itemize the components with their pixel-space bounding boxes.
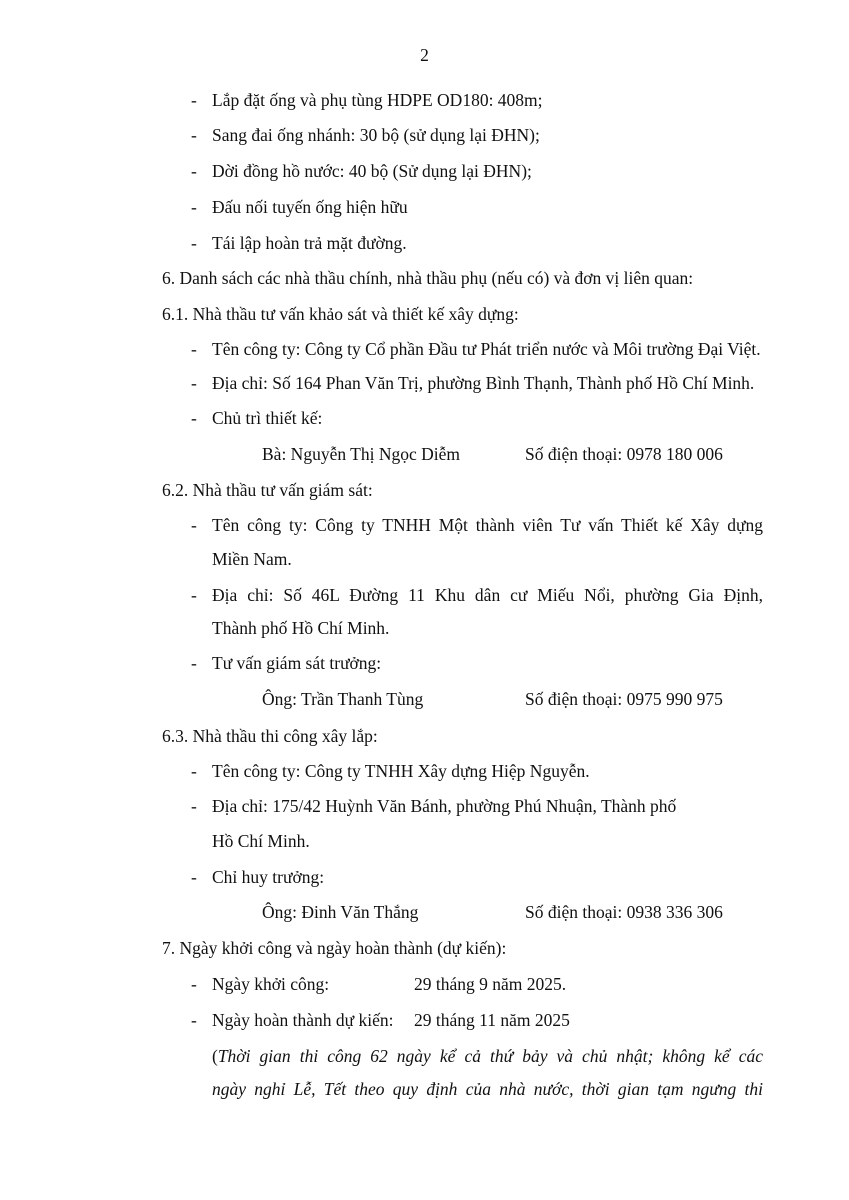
schedule-note-line-1 <box>212 1045 763 1067</box>
bullet-dash: - <box>191 90 197 110</box>
bullet-dash: - <box>191 1010 197 1030</box>
contact-person: Bà: Nguyễn Thị Ngọc Diễm <box>262 444 460 464</box>
bullet-dash: - <box>191 515 197 535</box>
bullet-dash: - <box>191 867 197 887</box>
bullet-dash: - <box>191 161 197 181</box>
company-address: Địa chỉ: 175/42 Huỳnh Văn Bánh, phường Phú Nhuận, Thành phố <box>212 796 677 816</box>
role-label: Chỉ huy trưởng: <box>212 867 325 887</box>
bullet-dash: - <box>191 585 197 605</box>
contact-phone: Số điện thoại: 0975 990 975 <box>525 689 723 709</box>
section-7-heading: 7. Ngày khởi công và ngày hoàn thành (dự kiến): <box>162 938 507 958</box>
contact-phone: Số điện thoại: 0938 336 306 <box>525 902 723 922</box>
role-label: Tư vấn giám sát trưởng: <box>212 653 382 673</box>
bullet-dash: - <box>191 653 197 673</box>
bullet-dash: - <box>191 233 197 253</box>
end-date-value: 29 tháng 11 năm 2025 <box>414 1010 570 1030</box>
contact-person: Ông: Trần Thanh Tùng <box>262 689 424 709</box>
list-item-text: Tái lập hoàn trả mặt đường. <box>212 233 407 253</box>
list-item-text: Dời đồng hồ nước: 40 bộ (Sử dụng lại ĐHN); <box>212 161 532 181</box>
note-open-paren: ( <box>212 1046 218 1066</box>
bullet-dash: - <box>191 125 197 145</box>
bullet-dash: - <box>191 974 197 994</box>
bullet-dash: - <box>191 408 197 428</box>
section-6-2-heading: 6.2. Nhà thầu tư vấn giám sát: <box>162 480 373 500</box>
contact-person: Ông: Đinh Văn Thắng <box>262 902 419 922</box>
page-number: 2 <box>420 45 429 65</box>
section-6-3-heading: 6.3. Nhà thầu thi công xây lắp: <box>162 726 378 746</box>
schedule-note-line-2: ngày nghỉ Lễ, Tết theo quy định của nhà nước, thời gian tạm ngưng thi <box>212 1079 763 1099</box>
company-address: Địa chỉ: Số 164 Phan Văn Trị, phường Bình Thạnh, Thành phố Hồ Chí Minh. <box>212 373 755 393</box>
company-name-continued: Miền Nam. <box>212 549 292 569</box>
start-date-label: Ngày khởi công: <box>212 974 330 994</box>
list-item-text: Đấu nối tuyến ống hiện hữu <box>212 197 408 217</box>
contact-phone: Số điện thoại: 0978 180 006 <box>525 444 723 464</box>
bullet-dash: - <box>191 761 197 781</box>
list-item-text: Lắp đặt ống và phụ tùng HDPE OD180: 408m; <box>212 90 543 110</box>
company-address: Địa chỉ: Số 46L Đường 11 Khu dân cư Miếu Nổi, phường Gia Định, <box>212 585 763 605</box>
role-label: Chủ trì thiết kế: <box>212 408 323 428</box>
list-item-text: Sang đai ống nhánh: 30 bộ (sử dụng lại ĐHN); <box>212 125 540 145</box>
company-name: Tên công ty: Công ty Cổ phần Đầu tư Phát triển nước và Môi trường Đại Việt. <box>212 339 761 359</box>
section-6-1-heading: 6.1. Nhà thầu tư vấn khảo sát và thiết kế xây dựng: <box>162 304 519 324</box>
start-date-value: 29 tháng 9 năm 2025. <box>414 974 567 994</box>
company-address-continued: Hồ Chí Minh. <box>212 831 310 851</box>
bullet-dash: - <box>191 197 197 217</box>
company-name: Tên công ty: Công ty TNHH Xây dựng Hiệp Nguyễn. <box>212 761 590 781</box>
bullet-dash: - <box>191 796 197 816</box>
company-address-continued: Thành phố Hồ Chí Minh. <box>212 618 390 638</box>
bullet-dash: - <box>191 339 197 359</box>
section-6-heading: 6. Danh sách các nhà thầu chính, nhà thầu phụ (nếu có) và đơn vị liên quan: <box>162 268 694 288</box>
company-name: Tên công ty: Công ty TNHH Một thành viên Tư vấn Thiết kế Xây dựng <box>212 515 763 535</box>
bullet-dash: - <box>191 373 197 393</box>
note-text: Thời gian thi công 62 ngày kể cả thứ bảy và chủ nhật; không kể các <box>217 1046 763 1066</box>
end-date-label: Ngày hoàn thành dự kiến: <box>212 1010 394 1030</box>
